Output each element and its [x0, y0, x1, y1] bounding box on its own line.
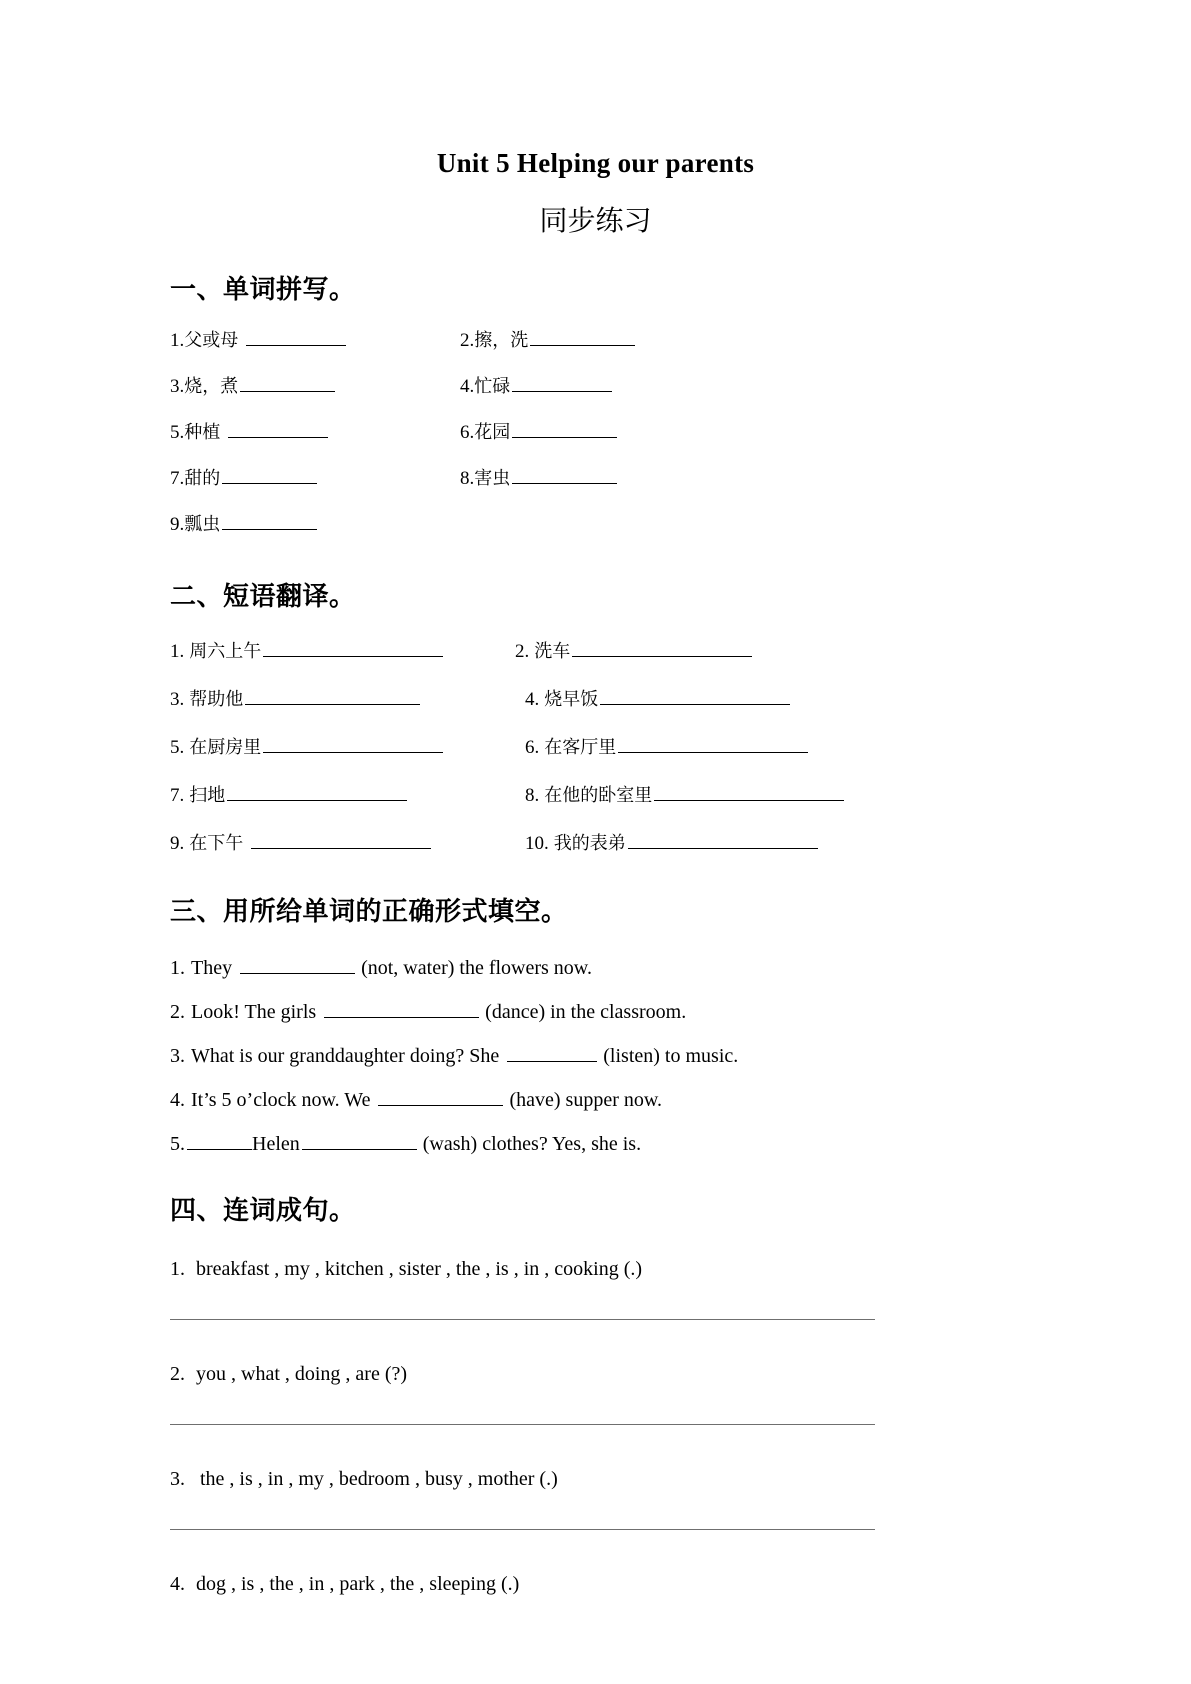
phrase-item: [515, 783, 945, 805]
fill-in-item: [170, 1132, 1191, 1176]
phrase-item: [170, 639, 515, 661]
phrase-item-number: 3.: [170, 689, 185, 710]
answer-blank[interactable]: [654, 783, 844, 801]
phrase-item-prompt: 洗车: [534, 641, 571, 662]
phrase-row: [170, 687, 1191, 735]
phrase-item-prompt: 在他的卧室里: [544, 785, 653, 806]
phrase-item-number: 6.: [525, 737, 540, 758]
answer-blank[interactable]: [263, 639, 443, 657]
vocab-item-prompt: 害虫: [474, 468, 511, 489]
vocab-item-prompt: 擦，洗: [474, 330, 529, 351]
fill-in-text-after: (wash) clothes? Yes, she is.: [422, 1133, 642, 1155]
vocab-item: [460, 420, 780, 442]
answer-blank[interactable]: [618, 735, 808, 753]
vocab-item-number: 3.: [170, 376, 185, 397]
phrase-item-number: 7.: [170, 785, 185, 806]
vocab-item: [170, 420, 460, 442]
vocab-item-prompt: 种植: [184, 422, 221, 443]
vocab-item-prompt: 甜的: [184, 468, 221, 489]
answer-blank[interactable]: [222, 512, 317, 530]
answer-blank[interactable]: [378, 1088, 503, 1106]
vocab-item: [460, 466, 780, 488]
fill-in-number: 4.: [170, 1089, 185, 1111]
answer-blank[interactable]: [512, 420, 617, 438]
vocab-item-number: 8.: [460, 468, 475, 489]
phrase-item-prompt: 在厨房里: [189, 737, 262, 758]
phrase-item-prompt: 我的表弟: [553, 833, 626, 854]
phrase-item-prompt: 帮助他: [189, 689, 244, 710]
answer-blank[interactable]: [222, 466, 317, 484]
fill-in-item: [170, 1044, 1191, 1088]
phrase-item: [170, 831, 515, 853]
fill-in-text-after: (have) supper now.: [509, 1089, 663, 1111]
phrase-item-prompt: 扫地: [189, 785, 226, 806]
section-heading-fill-in: 三、用所给单词的正确形式填空。: [170, 897, 568, 927]
make-sentence-number: 1.: [170, 1258, 185, 1280]
phrase-item-prompt: 烧早饭: [544, 689, 599, 710]
make-sentence-number: 3.: [170, 1468, 185, 1490]
phrase-item-prompt: 在客厅里: [544, 737, 617, 758]
phrase-item-number: 8.: [525, 785, 540, 806]
fill-in-number: 2.: [170, 1001, 185, 1023]
vocab-item-prompt: 瓢虫: [184, 514, 221, 535]
fill-in-number: 1.: [170, 957, 185, 979]
fill-in-text-before: What is our granddaughter doing? She: [191, 1045, 500, 1067]
vocab-item: [170, 512, 460, 534]
phrase-item-number: 1.: [170, 641, 185, 662]
vocab-row: [170, 328, 1191, 374]
phrase-row: [170, 783, 1191, 831]
answer-blank[interactable]: [302, 1132, 417, 1150]
vocab-row: [170, 420, 1191, 466]
vocab-item-prompt: 花园: [474, 422, 511, 443]
vocab-item-prompt: 忙碌: [474, 376, 511, 397]
page-title: Unit 5 Helping our parents: [436, 148, 755, 178]
section-body-vocabulary: [0, 306, 1191, 558]
vocab-item-number: 2.: [460, 330, 475, 351]
answer-blank[interactable]: [251, 831, 431, 849]
fill-in-item: [170, 956, 1191, 1000]
answer-blank[interactable]: [600, 687, 790, 705]
make-sentence-words: dog , is , the , in , park , the , sleeping (.): [196, 1573, 520, 1595]
vocab-item-number: 6.: [460, 422, 475, 443]
answer-blank[interactable]: [187, 1132, 252, 1150]
vocab-item-prompt: 父或母: [184, 330, 239, 351]
fill-in-number: 3.: [170, 1045, 185, 1067]
make-sentence-prompt: [170, 1364, 1191, 1384]
fill-in-text-before: It’s 5 o’clock now. We: [191, 1089, 371, 1111]
make-sentence-words: the , is , in , my , bedroom , busy , mother (.): [200, 1468, 558, 1490]
answer-blank[interactable]: [245, 687, 420, 705]
answer-blank[interactable]: [530, 328, 635, 346]
make-sentence-prompt: [170, 1259, 1191, 1279]
vocab-row: [170, 374, 1191, 420]
vocab-item-prompt: 烧，煮: [184, 376, 239, 397]
answer-blank[interactable]: [572, 639, 752, 657]
answer-blank[interactable]: [324, 1000, 479, 1018]
phrase-row: [170, 735, 1191, 783]
vocab-item: [170, 328, 460, 350]
fill-in-text-before: Look! The girls: [191, 1001, 317, 1023]
vocab-item: [460, 374, 780, 396]
answer-blank[interactable]: [512, 466, 617, 484]
answer-blank[interactable]: [263, 735, 443, 753]
make-sentence-words: you , what , doing , are (?): [196, 1363, 408, 1385]
fill-in-text-after: (listen) to music.: [603, 1045, 739, 1067]
fill-in-number: 5.: [170, 1133, 185, 1155]
section-heading-phrases: 二、短语翻译。: [170, 582, 356, 612]
make-sentence-prompt: [170, 1574, 1191, 1594]
fill-in-text-before: They: [191, 957, 233, 979]
fill-in-text-middle: Helen: [252, 1133, 300, 1155]
phrase-item: [515, 831, 945, 853]
vocab-item: [460, 328, 780, 350]
section-body-make-sentence: [0, 1227, 1191, 1594]
make-sentence-item: [170, 1574, 1191, 1594]
make-sentence-item: [170, 1364, 1191, 1425]
vocab-row: [170, 512, 1191, 558]
phrase-item: [515, 735, 945, 757]
answer-blank[interactable]: [507, 1044, 597, 1062]
answer-blank[interactable]: [246, 328, 346, 346]
phrase-item: [170, 783, 515, 805]
section-body-fill-in: [0, 928, 1191, 1176]
make-sentence-item: [170, 1469, 1191, 1530]
phrase-item: [515, 687, 945, 709]
vocab-item-number: 7.: [170, 468, 185, 489]
make-sentence-prompt: [170, 1469, 1191, 1489]
vocab-item-number: 4.: [460, 376, 475, 397]
make-sentence-item: [170, 1259, 1191, 1320]
phrase-item-number: 4.: [525, 689, 540, 710]
phrase-item-number: 2.: [515, 641, 530, 662]
phrase-item-number: 5.: [170, 737, 185, 758]
phrase-row: [170, 639, 1191, 687]
make-sentence-words: breakfast , my , kitchen , sister , the , is , in , cooking (.): [196, 1258, 643, 1280]
section-heading-vocabulary: 一、单词拼写。: [170, 275, 356, 305]
section-heading-make-sentence: 四、连词成句。: [170, 1196, 356, 1226]
fill-in-text-after: (not, water) the flowers now.: [361, 957, 592, 979]
phrase-item: [515, 639, 935, 661]
phrase-item-prompt: 在下午: [189, 833, 244, 854]
vocab-item-number: 9.: [170, 514, 185, 535]
phrase-item: [170, 735, 515, 757]
phrase-item-number: 9.: [170, 833, 185, 854]
fill-in-item: [170, 1088, 1191, 1132]
vocab-item-number: 1.: [170, 330, 185, 351]
phrase-item-number: 10.: [525, 833, 549, 854]
phrase-item: [170, 687, 515, 709]
phrase-row: [170, 831, 1191, 879]
answer-blank[interactable]: [240, 956, 355, 974]
answer-blank[interactable]: [240, 374, 335, 392]
answer-blank[interactable]: [628, 831, 818, 849]
vocab-item-number: 5.: [170, 422, 185, 443]
vocab-item: [170, 374, 460, 396]
answer-blank[interactable]: [228, 420, 328, 438]
vocab-row: [170, 466, 1191, 512]
phrase-item-prompt: 周六上午: [189, 641, 262, 662]
answer-blank[interactable]: [227, 783, 407, 801]
make-sentence-number: 2.: [170, 1363, 185, 1385]
fill-in-item: [170, 1000, 1191, 1044]
answer-blank[interactable]: [512, 374, 612, 392]
page-subtitle: 同步练习: [539, 204, 652, 237]
section-body-phrases: [0, 613, 1191, 879]
fill-in-text-after: (dance) in the classroom.: [485, 1001, 687, 1023]
vocab-item: [170, 466, 460, 488]
make-sentence-number: 4.: [170, 1573, 185, 1595]
